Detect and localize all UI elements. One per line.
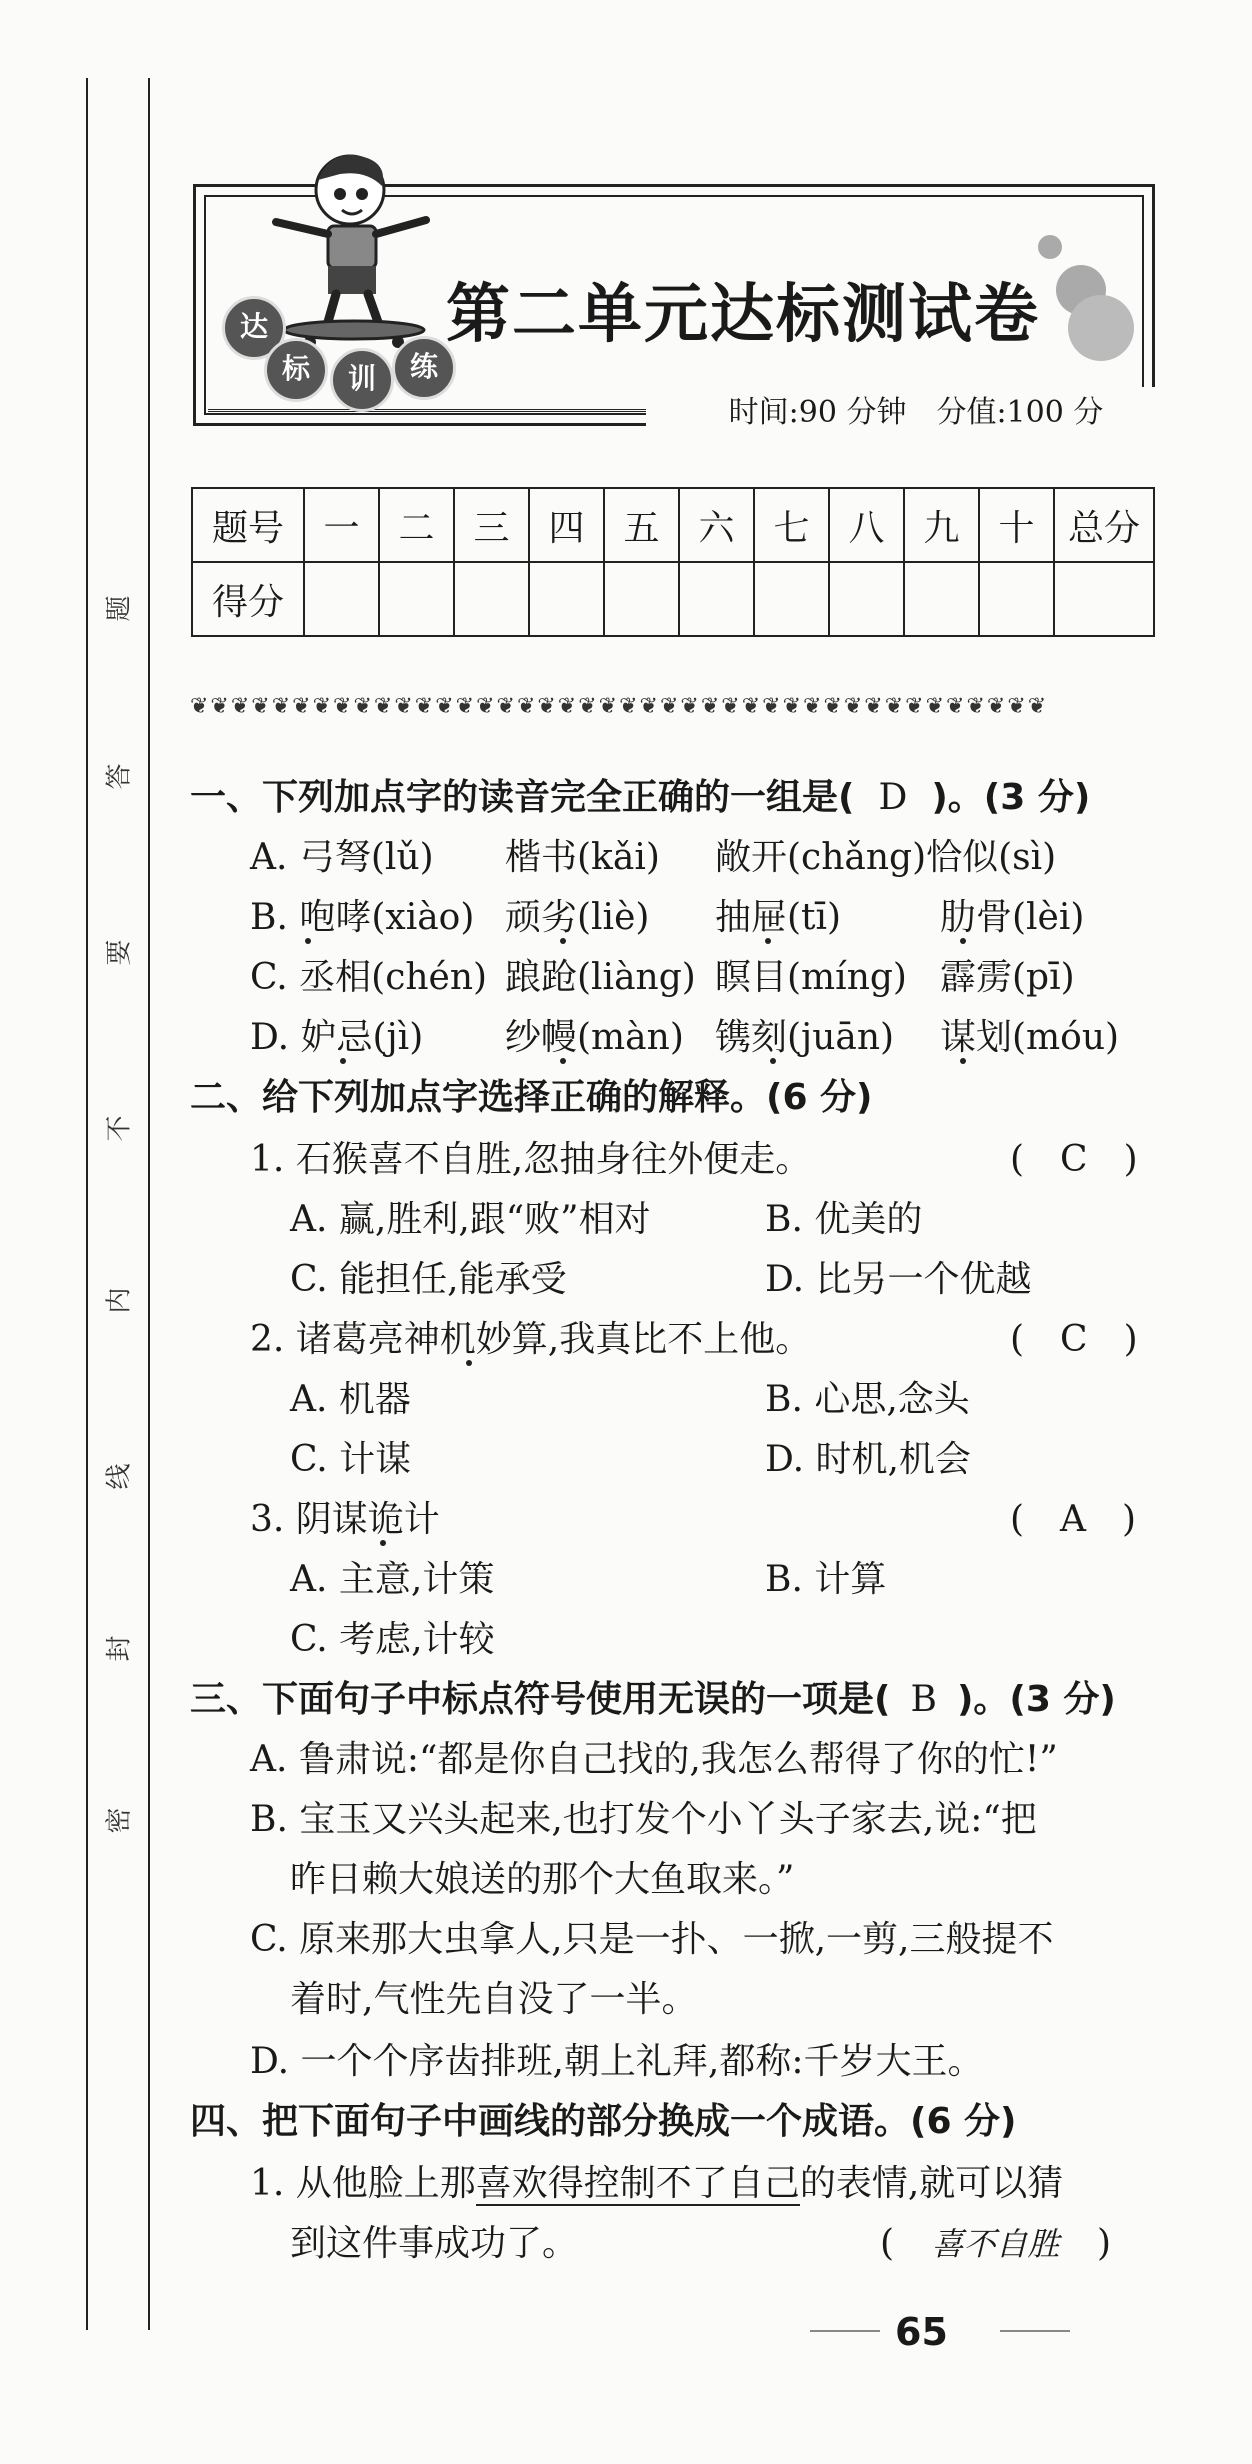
score-cell[interactable] xyxy=(529,562,604,636)
emphasis-dot xyxy=(765,938,771,944)
binding-char: 密 xyxy=(104,1807,135,1834)
badge-xun: 训 xyxy=(330,348,394,412)
table-cell: 三 xyxy=(454,488,529,562)
option-b-cont: 昨日赖大娘送的那个大鱼取来。” xyxy=(290,1859,795,1900)
table-cell: 得分 xyxy=(192,562,304,636)
binding-line-inner xyxy=(148,78,150,2330)
score-cell[interactable] xyxy=(679,562,754,636)
choice: B. 优美的 xyxy=(765,1199,923,1240)
binding-char: 答 xyxy=(104,763,135,790)
emphasis-dot xyxy=(305,938,311,944)
option-d: 镌刻(juān) xyxy=(715,1017,895,1058)
table-cell: 一 xyxy=(304,488,379,562)
option-c: 霹雳(pī) xyxy=(940,957,1075,998)
option-d: 纱幔(màn) xyxy=(505,1017,684,1058)
page-number: 65 xyxy=(895,2310,948,2354)
emphasis-dot xyxy=(770,1058,776,1064)
answer: B xyxy=(910,1679,937,1720)
emphasis-dot xyxy=(960,938,966,944)
score-cell[interactable] xyxy=(379,562,454,636)
option-c-cont: 着时,气性先自没了一半。 xyxy=(290,1979,698,2020)
option-b: B. 宝玉又兴头起来,也打发个小丫头子家去,说:“把 xyxy=(250,1799,1037,1840)
table-cell: 七 xyxy=(754,488,829,562)
table-cell: 四 xyxy=(529,488,604,562)
option-b: B. 咆哮(xiào) xyxy=(250,897,475,938)
option-a: A. 弓弩(lǔ) xyxy=(250,837,434,878)
decoration-dot xyxy=(1068,295,1134,361)
binding-char: 内 xyxy=(104,1287,135,1314)
option-c: 踉跄(liàng) xyxy=(505,957,696,998)
option-b: 肋骨(lèi) xyxy=(940,897,1085,938)
option-a: A. 鲁肃说:“都是你自己找的,我怎么帮得了你的忙!” xyxy=(250,1739,1058,1780)
choice: A. 赢,胜利,跟“败”相对 xyxy=(290,1199,651,1240)
table-cell: 五 xyxy=(604,488,679,562)
binding-char: 不 xyxy=(104,1115,135,1142)
underlined-phrase: 喜欢得控制不了自己 xyxy=(475,2163,800,2204)
question-2: 2. 诸葛亮神机妙算,我真比不上他。 xyxy=(250,1319,812,1360)
section-3-heading: 三、下面句子中标点符号使用无误的一项是( B )。(3 分) xyxy=(190,1679,1116,1720)
binding-char: 要 xyxy=(104,939,135,966)
score-cell[interactable] xyxy=(304,562,379,636)
table-cell: 九 xyxy=(904,488,979,562)
choice: A. 主意,计策 xyxy=(290,1559,495,1600)
table-cell: 总分 xyxy=(1054,488,1154,562)
answer: ( C ) xyxy=(1010,1139,1138,1180)
option-d: 谋划(móu) xyxy=(940,1017,1120,1058)
table-row xyxy=(192,488,1154,562)
choice: B. 心思,念头 xyxy=(765,1379,970,1420)
answer-blank[interactable]: ( 喜不自胜 ) xyxy=(880,2223,1112,2264)
badge-da: 达 xyxy=(222,296,286,360)
option-a: 敞开(chǎng)恰似(sì) xyxy=(715,837,1057,878)
score-cell[interactable] xyxy=(1054,562,1154,636)
table-cell: 二 xyxy=(379,488,454,562)
score-cell[interactable] xyxy=(454,562,529,636)
page-title: 第二单元达标测试卷 xyxy=(446,278,1040,352)
section-2-heading: 二、给下列加点字选择正确的解释。(6 分) xyxy=(190,1077,873,1118)
emphasis-dot xyxy=(466,1360,472,1366)
option-c: C. 原来那大虫拿人,只是一扑、一掀,一剪,三般提不 xyxy=(250,1919,1054,1960)
ornament-divider: ❦❦❦❦❦❦❦❦❦❦❦❦❦❦❦❦❦❦❦❦❦❦❦❦❦❦❦❦❦❦❦❦❦❦❦❦❦❦❦❦❦❦ xyxy=(190,694,1049,718)
option-d: D. 妒忌(jì) xyxy=(250,1017,424,1058)
option-b: 顽劣(liè) xyxy=(505,897,650,938)
table-cell: 题号 xyxy=(192,488,304,562)
score-cell[interactable] xyxy=(829,562,904,636)
question-1: 1. 石猴喜不自胜,忽抽身往外便走。 xyxy=(250,1139,812,1180)
section-4-heading: 四、把下面句子中画线的部分换成一个成语。(6 分) xyxy=(190,2101,1017,2142)
option-c: 瞑目(míng) xyxy=(715,957,907,998)
binding-char: 封 xyxy=(104,1635,135,1662)
option-c: C. 丞相(chén) xyxy=(250,957,488,998)
choice: C. 考虑,计较 xyxy=(290,1619,495,1660)
skateboard-kid-illustration xyxy=(270,150,430,350)
emphasis-dot xyxy=(340,1058,346,1064)
choice: C. 能担任,能承受 xyxy=(290,1259,567,1300)
answer: D xyxy=(878,777,908,818)
binding-char: 题 xyxy=(104,595,135,622)
table-cell: 六 xyxy=(679,488,754,562)
emphasis-dot xyxy=(560,938,566,944)
choice: C. 计谋 xyxy=(290,1439,412,1480)
table-cell: 八 xyxy=(829,488,904,562)
option-a: 楷书(kǎi) xyxy=(505,837,660,878)
choice: D. 时机,机会 xyxy=(765,1439,971,1480)
handwritten-answer: 喜不自胜 xyxy=(931,2225,1060,2263)
score-cell[interactable] xyxy=(604,562,679,636)
score-cell[interactable] xyxy=(754,562,829,636)
score-cell[interactable] xyxy=(904,562,979,636)
question-1: 1. 从他脸上那喜欢得控制不了自己的表情,就可以猜 xyxy=(250,2163,1064,2204)
table-row xyxy=(192,562,1154,636)
badge-biao: 标 xyxy=(264,338,328,402)
decoration-dot xyxy=(1038,235,1062,259)
emphasis-dot xyxy=(560,1058,566,1064)
question-1-cont: 到这件事成功了。 xyxy=(290,2223,579,2264)
table-cell: 十 xyxy=(979,488,1054,562)
answer: ( A ) xyxy=(1010,1499,1137,1540)
binding-line-outer xyxy=(86,78,88,2330)
choice: D. 比另一个优越 xyxy=(765,1259,1032,1300)
exam-time-score: 时间:90 分钟 分值:100 分 xyxy=(646,387,1186,431)
badge-lian: 练 xyxy=(392,336,456,400)
choice: B. 计算 xyxy=(765,1559,887,1600)
question-3: 3. 阴谋诡计 xyxy=(250,1499,440,1540)
option-b: 抽屉(tī) xyxy=(715,897,842,938)
choice: A. 机器 xyxy=(290,1379,411,1420)
emphasis-dot xyxy=(960,1058,966,1064)
answer: ( C ) xyxy=(1010,1319,1138,1360)
score-cell[interactable] xyxy=(979,562,1054,636)
emphasis-dot xyxy=(380,1540,386,1546)
score-table xyxy=(191,487,1155,637)
section-1-heading: 一、下列加点字的读音完全正确的一组是( D )。(3 分) xyxy=(190,777,1091,818)
binding-char: 线 xyxy=(104,1463,135,1490)
option-d: D. 一个个序齿排班,朝上礼拜,都称:千岁大王。 xyxy=(250,2041,984,2082)
